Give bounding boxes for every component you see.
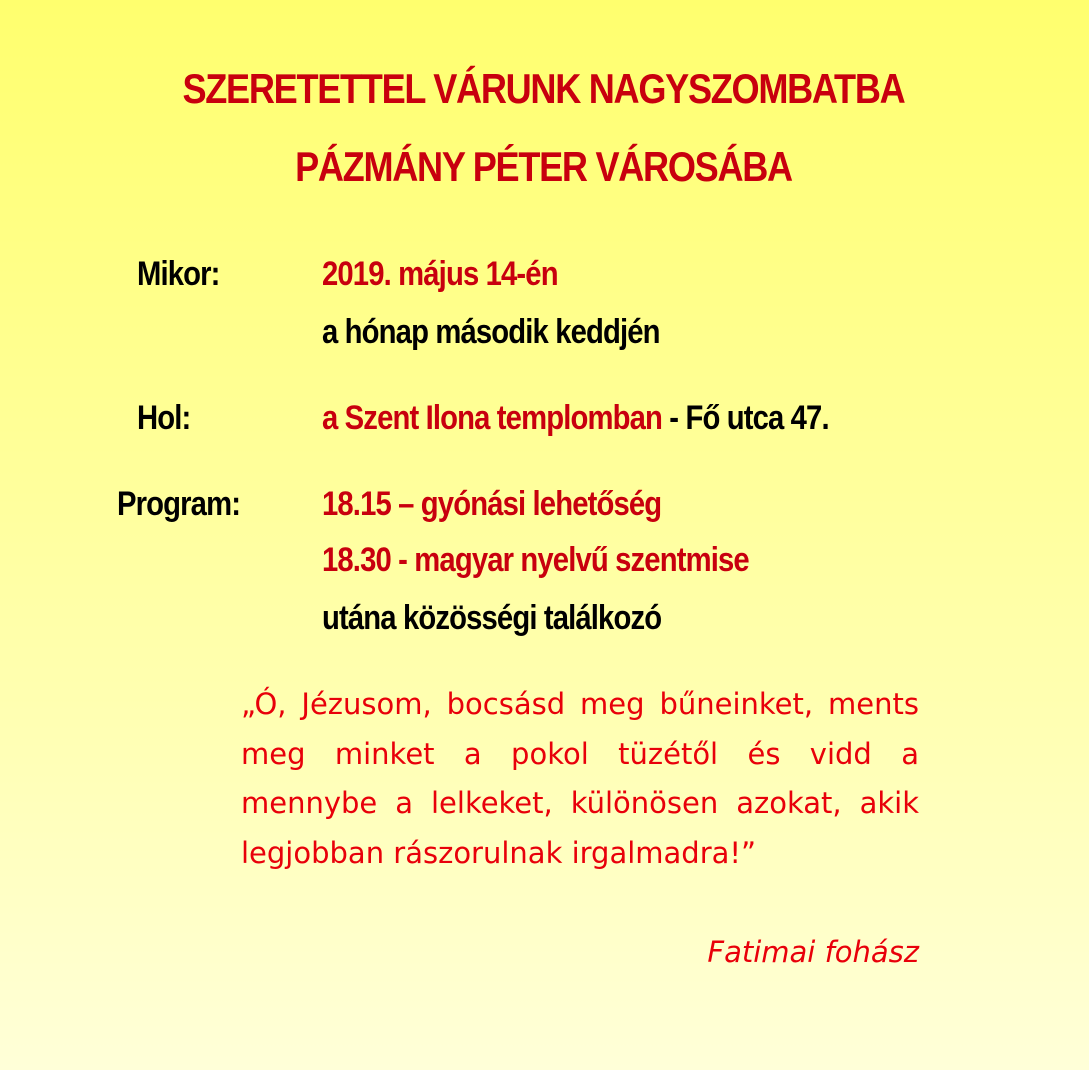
program-label: Program:	[117, 485, 241, 523]
where-label: Hol:	[137, 399, 191, 437]
event-day-detail: a hónap második keddjén	[322, 313, 660, 351]
event-date: 2019. május 14-én	[322, 255, 558, 293]
program-item: utána közösségi találkozó	[322, 599, 662, 637]
title-line-2: PÁZMÁNY PÉTER VÁROSÁBA	[295, 143, 792, 190]
when-label: Mikor:	[137, 255, 220, 293]
program-item: 18.15 – gyónási lehetőség	[322, 485, 662, 523]
event-place: a Szent Ilona templomban	[322, 399, 663, 437]
title-line-1: SZERETETTEL VÁRUNK NAGYSZOMBATBA	[182, 65, 905, 112]
program-item: 18.30 - magyar nyelvű szentmise	[322, 541, 749, 579]
prayer-quote: „Ó, Jézusom, bocsásd meg bűneinket, ments meg minket a pokol tüzétől és vidd a mennybe a lelkeket, különösen azokat, akik legjobban rászorulnak irgalmadra!”	[241, 687, 919, 870]
event-address: - Fő utca 47.	[662, 399, 829, 437]
event-location	[322, 394, 829, 442]
quote-attribution: Fatimai fohász	[707, 935, 919, 969]
